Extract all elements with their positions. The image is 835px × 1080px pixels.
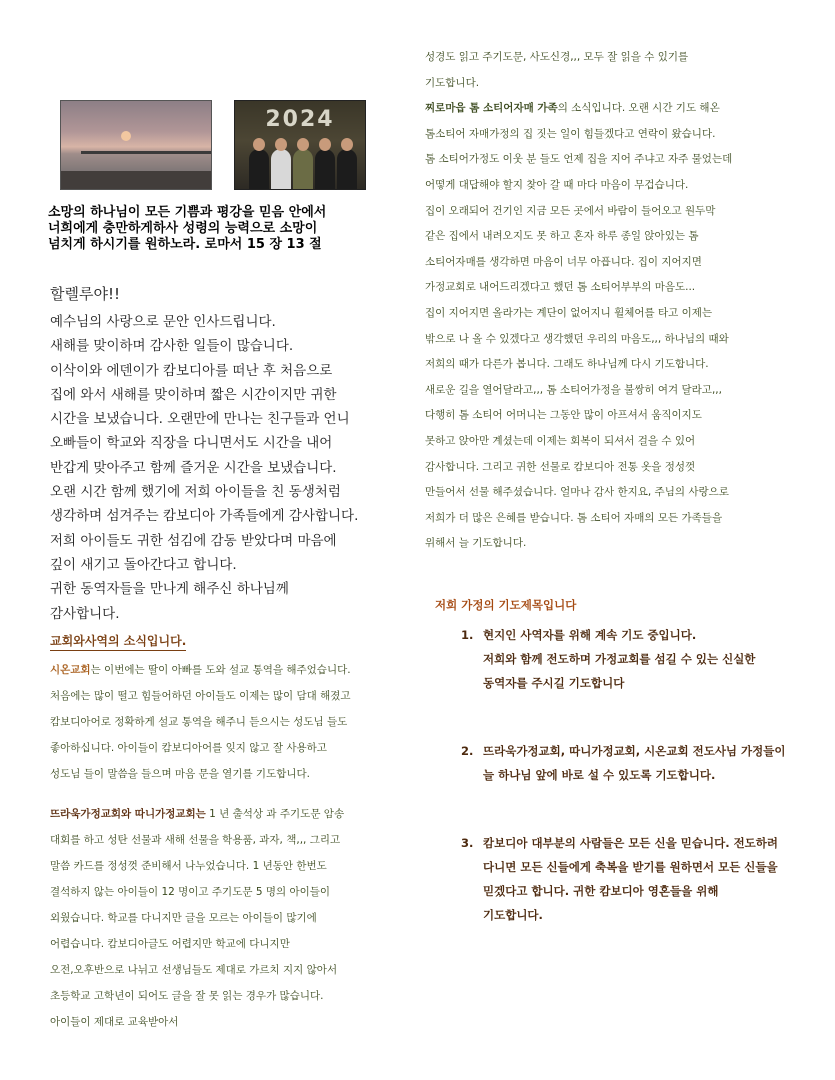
prayer-list (425, 623, 810, 927)
right-line: 밖으로 나 올 수 있겠다고 생각했던 우리의 마음도,,, 하나님의 때와 (425, 332, 729, 345)
person-head (319, 138, 331, 151)
greeting-title: 할렐루야!! (50, 285, 120, 303)
bible-verse (48, 205, 408, 253)
news-line: 결석하지 않는 아이들이 12 명이고 주기도문 5 명의 아이들이 (50, 885, 331, 898)
news-line (50, 657, 408, 683)
prayer-number: 3. (461, 835, 474, 850)
greeting-line: 시간을 보냈습니다. 오랜만에 만나는 친구들과 언니 (50, 411, 350, 428)
news-line: 어렵습니다. 캄보디아글도 어렵지만 학교에 다니지만 (50, 937, 290, 950)
right-line: 새로운 길을 열어달라고,,, 톰 소티어가정을 불쌍히 여겨 달라고,,, (425, 383, 722, 396)
shore-shape (61, 171, 211, 189)
prayer-line: 저희와 함께 전도하며 가정교회를 섬길 수 있는 신실한 (483, 651, 756, 666)
verse-line: 소망의 하나님이 모든 기쁨과 평강을 믿음 안에서 (48, 205, 327, 220)
greeting-line: 오랜 시간 함께 했기에 저희 아이들을 친 동생처럼 (50, 484, 341, 501)
news-line: 처음에는 많이 떨고 힘들어하던 아이들도 이제는 많이 담대 해졌고 (50, 689, 351, 702)
prayer-line: 현지인 사역자를 위해 계속 기도 중입니다. (483, 627, 697, 642)
left-column (48, 100, 408, 1035)
news-line (50, 801, 408, 827)
news-line: 말씀 카드를 정성껏 준비해서 나누었습니다. 1 년동안 한번도 (50, 859, 327, 872)
right-line-text: 의 소식입니다. 오랜 시간 기도 해온 (557, 102, 720, 115)
person-head (297, 138, 309, 151)
greeting-line: 저희 아이들도 귀한 섬김에 감동 받았다며 마음에 (50, 532, 337, 549)
news-line: 아이들이 제대로 교육받아서 (50, 1015, 179, 1028)
family-title: 찌로마읍 톰 소티어자매 가족 (425, 102, 558, 115)
greeting-line: 귀한 동역자들을 만나게 해주신 하나님께 (50, 581, 289, 598)
greeting-line: 집에 와서 새해를 맞이하며 짧은 시간이지만 귀한 (50, 386, 337, 403)
right-column (425, 45, 810, 927)
prayer-line: 늘 하나님 앞에 바로 설 수 있도록 기도합니다. (483, 767, 716, 782)
greeting-line: 반갑게 맞아주고 함께 즐거운 시간을 보냈습니다. (50, 459, 337, 476)
greeting-line: 오빠들이 학교와 직장을 다니면서도 시간을 내어 (50, 435, 333, 452)
right-line: 소티어자매를 생각하면 마음이 너무 아픕니다. 집이 지어지면 (425, 255, 702, 268)
person-head (275, 138, 287, 151)
group-photo (234, 100, 366, 190)
prayer-item (425, 831, 810, 927)
right-body (425, 45, 810, 557)
right-line: 감사합니다. 그리고 귀한 선물로 캄보디아 전통 옷을 정성껏 (425, 460, 696, 473)
prayer-line: 다니면 모든 신들에게 축복을 받기를 원하면서 모든 신들을 (483, 859, 778, 874)
news-line: 오전,오후반으로 나뉘고 선생님들도 제대로 가르치 지지 않아서 (50, 963, 338, 976)
right-line: 저희의 때가 다른가 봅니다. 그래도 하나님께 다시 기도합니다. (425, 358, 709, 371)
news-line: 외웠습니다. 학교를 다니지만 글을 모르는 아이들이 많기에 (50, 911, 317, 924)
prayer-line: 동역자를 주시길 기도합니다 (483, 675, 625, 690)
news-line-text: 1 년 출석상 과 주기도문 암송 (205, 807, 345, 820)
greeting-body (50, 310, 408, 626)
person-head (253, 138, 265, 151)
news-line-text: 는 이번에는 딸이 아빠를 도와 설교 통역을 해주었습니다. (90, 663, 351, 676)
person-figure (337, 149, 357, 189)
group-photo-banner: 2024 (265, 107, 335, 132)
news-line: 캄보디아어로 정확하게 설교 통역을 해주니 듣으시는 성도님 들도 (50, 715, 348, 728)
church-news-heading: 교회와사역의 소식입니다. (50, 632, 186, 651)
sunset-photo (60, 100, 212, 190)
person-figure (249, 149, 269, 189)
right-line: 못하고 앉아만 계셨는데 이제는 회복이 되셔서 걸을 수 있어 (425, 434, 696, 447)
greeting-line: 깊이 새기고 돌아간다고 합니다. (50, 556, 237, 573)
right-line: 톰 소티어가정도 이웃 분 들도 언제 집을 지어 주냐고 자주 물었는데 (425, 153, 733, 166)
prayer-line: 캄보디아 대부분의 사람들은 모든 신을 믿습니다. 전도하려 (483, 835, 779, 850)
prayer-line: 뜨라욱가정교회, 따니가정교회, 시온교회 전도사님 가정들이 (483, 743, 786, 758)
news-line: 대회를 하고 성탄 선물과 새해 선물을 학용품, 과자, 책,,, 그리고 (50, 833, 341, 846)
greeting-line: 생각하며 섬겨주는 캄보디아 가족들에게 감사합니다. (50, 508, 359, 525)
right-line: 위해서 늘 기도합니다. (425, 537, 527, 550)
right-line: 톰소티어 자매가정의 집 짓는 일이 힘들겠다고 연락이 왔습니다. (425, 127, 716, 140)
prayer-number: 2. (461, 743, 474, 758)
person-figure (271, 149, 291, 189)
verse-line: 넘치게 하시기를 원하노라. 로마서 15 장 13 절 (48, 237, 322, 252)
news-paragraph-title: 시온교회 (50, 663, 91, 676)
verse-line: 너희에게 충만하게하사 성령의 능력으로 소망이 (48, 221, 318, 236)
greeting-line: 예수님의 사랑으로 문안 인사드립니다. (50, 314, 276, 330)
news-paragraph-title: 뜨라욱가정교회와 따니가정교회는 (50, 807, 206, 820)
prayer-line: 믿겠다고 합니다. 귀한 캄보디아 영혼들을 위해 (483, 883, 719, 898)
person-figure (315, 149, 335, 189)
news-line: 좋아하십니다. 아이들이 캄보디아어를 잊지 않고 잘 사용하고 (50, 741, 327, 754)
church-news-body (50, 657, 408, 1035)
right-line: 집이 오래되어 건기인 지금 모든 곳에서 바람이 들어오고 원두막 (425, 204, 716, 217)
prayer-item (425, 739, 810, 787)
prayer-item (425, 623, 810, 695)
person-head (341, 138, 353, 151)
greeting-line: 새해를 맞이하며 감사한 일들이 많습니다. (50, 338, 294, 355)
right-line (425, 96, 810, 122)
prayer-heading: 저희 가정의 기도제목입니다 (435, 597, 577, 612)
sun-shape (121, 131, 131, 141)
news-line: 성도님 들이 말씀을 들으며 마음 문을 열기를 기도합니다. (50, 767, 310, 780)
right-line: 저희가 더 많은 은혜를 받습니다. 톰 소티어 자매의 모든 가족들을 (425, 511, 723, 524)
prayer-number: 1. (461, 627, 474, 642)
prayer-line: 기도합니다. (483, 907, 543, 922)
right-line: 만들어서 선물 해주셨습니다. 얼마나 감사 한지요, 주님의 사랑으로 (425, 486, 729, 499)
news-line: 초등학교 고학년이 되어도 글을 잘 못 읽는 경우가 많습니다. (50, 989, 324, 1002)
right-line: 가정교회로 내어드리겠다고 했던 톰 소티어부부의 마음도... (425, 281, 696, 294)
right-line: 집이 지어지면 올라가는 계단이 없어지니 휠체어를 타고 이제는 (425, 306, 713, 319)
greeting-line: 감사합니다. (50, 605, 120, 622)
photo-row (48, 100, 408, 195)
bridge-shape (81, 151, 211, 154)
right-line: 다행히 톰 소티어 어머니는 그동안 많이 아프셔서 움직이지도 (425, 409, 702, 422)
greeting-line: 이삭이와 에덴이가 캄보디아를 떠난 후 처음으로 (50, 362, 333, 379)
right-line: 기도합니다. (425, 76, 480, 89)
person-figure (293, 149, 313, 189)
right-line: 같은 집에서 내려오지도 못 하고 혼자 하루 종일 앉아있는 톰 (425, 230, 699, 243)
right-line: 성경도 읽고 주기도문, 사도신경,,, 모두 잘 읽을 수 있기를 (425, 51, 689, 63)
right-line: 어떻게 대답해야 할지 찾아 갈 때 마다 마음이 무겁습니다. (425, 178, 689, 191)
